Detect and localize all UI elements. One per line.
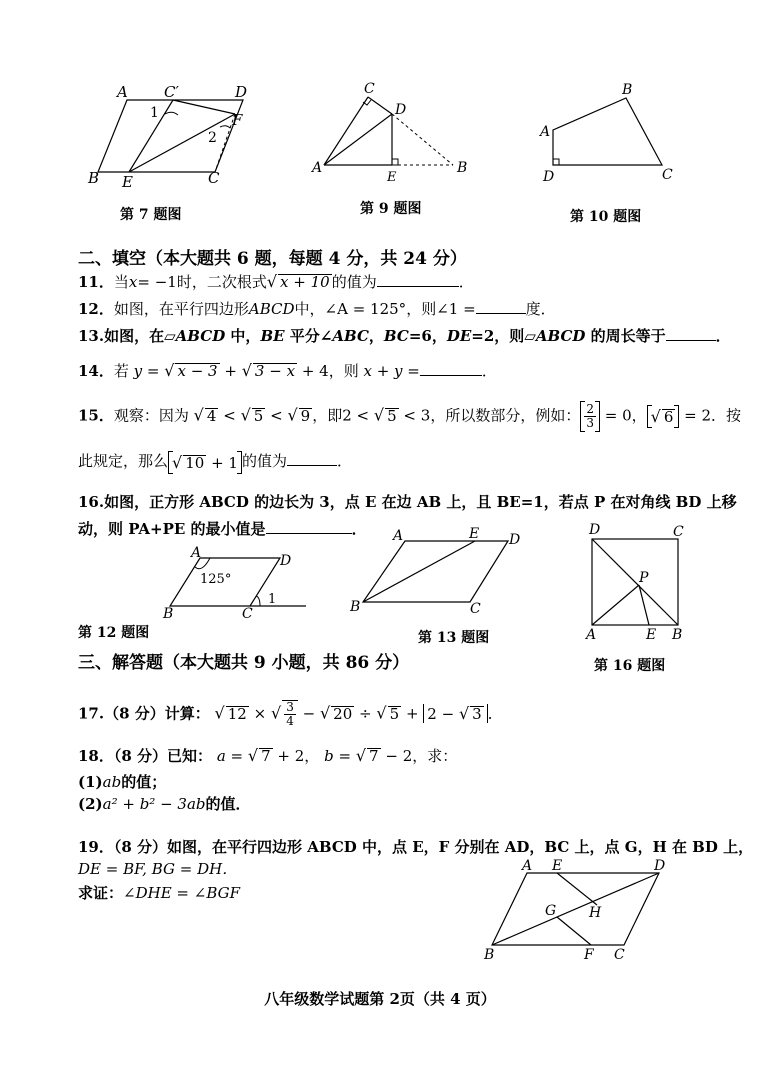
q12-text-2: 中， <box>294 300 325 318</box>
label-D: D <box>395 102 407 118</box>
figure-10-diagram <box>535 80 685 190</box>
label-C: C <box>208 169 220 187</box>
question-16-line-2 <box>78 518 367 539</box>
question-13 <box>78 325 731 346</box>
label-D: D <box>280 553 292 569</box>
caption-figure-10: 第 10 题图 <box>570 209 642 225</box>
q15-text-2: ，即 <box>312 406 343 425</box>
q14-sum: x + y = <box>363 362 420 380</box>
label-D: D <box>654 858 666 874</box>
q17-plus: + <box>405 704 419 723</box>
q14-tail: + 4，则 <box>301 362 359 380</box>
q12-abcd: ABCD <box>248 300 295 318</box>
q18-b: b = <box>324 747 352 765</box>
figure-12 <box>160 545 310 620</box>
label-A: A <box>540 124 551 140</box>
question-16-line-1: 16.如图，正方形 ABCD 的边长为 3，点 E 在边 AB 上，且 BE=1，若点 P 在对角线 BD 上移 <box>78 493 737 511</box>
label-H: H <box>589 905 602 921</box>
label-A: A <box>117 83 128 101</box>
q15-sqrt-6: 6 <box>663 408 674 426</box>
figure-13 <box>345 525 525 620</box>
q13-answer-blank <box>666 326 716 341</box>
figure-12-diagram <box>160 545 310 620</box>
label-D: D <box>509 532 521 548</box>
q18-part-1-expr: ab <box>102 773 122 791</box>
q17-absolute-value: 2 − √ 3 <box>423 704 487 723</box>
q18-part-2-number: (2) <box>78 795 103 813</box>
q16-line-2-text: 动，则 PA+PE 的最小值是 <box>78 520 266 538</box>
q17-abs-a: 2 − <box>427 704 455 723</box>
q13-text-4: ， <box>368 327 384 345</box>
q15-eq-2: = 2．按 <box>684 406 742 425</box>
q15-frac-num: 2 <box>586 402 594 416</box>
q18-part-1-tail: 的值； <box>121 773 167 791</box>
label-A: A <box>191 545 202 561</box>
q15-floor-fraction <box>580 401 600 432</box>
q15-sqrt-5b: 5 <box>387 406 397 425</box>
label-F: F <box>232 111 243 129</box>
question-18-part-1 <box>78 771 166 792</box>
q13-text-3: 平分 <box>284 327 320 345</box>
q18-head: 18．（8 分）已知： <box>78 747 213 765</box>
q18-b-tail: − 2，求： <box>385 747 458 765</box>
q15-floor-sqrt6: √ 6 <box>647 405 680 428</box>
figure-16 <box>580 518 690 643</box>
label-A: A <box>393 528 404 544</box>
page-footer: 八年级数学试题第 2页（共 4 页） <box>264 990 496 1008</box>
label-E: E <box>646 627 657 643</box>
caption-figure-9: 第 9 题图 <box>360 201 422 217</box>
q14-radicand-2: 3 − x <box>254 362 296 380</box>
q11-x: x <box>128 273 138 291</box>
q17-div: ÷ <box>359 704 372 723</box>
q15-end: ． <box>337 452 353 470</box>
q15-frac-den: 3 <box>586 416 594 430</box>
q15-text-1: 观察：因为 <box>113 406 189 425</box>
q17-frac-num: 3 <box>286 700 294 714</box>
q19-prove-label: 求证： <box>78 884 124 902</box>
q14-plus: + <box>224 362 237 380</box>
question-18-part-2 <box>78 793 251 814</box>
q15-number: 15． <box>78 406 114 425</box>
label-B: B <box>672 627 683 643</box>
caption-figure-7: 第 7 题图 <box>120 207 182 223</box>
q15-eq-0: = 0， <box>604 406 647 425</box>
label-P: P <box>639 570 649 586</box>
q18-part-2-expr: a² + b² − 3ab <box>102 795 206 813</box>
q15-floor-sqrt10: √ 10 + 1 <box>168 451 242 474</box>
q17-frac-den: 4 <box>286 714 294 728</box>
label-F: F <box>584 947 594 963</box>
label-E: E <box>552 858 563 874</box>
figure-16-diagram <box>580 518 690 643</box>
q13-bc: BC <box>383 327 409 345</box>
q16-end: ． <box>351 520 367 538</box>
label-C: C <box>470 601 481 617</box>
question-15-line-1: 15．观察：因为 √ 4 < √ 5 < √ 9 ，即2 < √ 5 < 3，所以数部分，例如： $\frac{2}{3}$ = 0， √ 6 = 2．按 <box>78 402 742 430</box>
q14-answer-blank <box>420 361 482 376</box>
q11-eq: = −1 <box>137 273 177 291</box>
q19-prove-statement: ∠DHE = ∠BGF <box>123 884 241 902</box>
label-C: C <box>614 947 625 963</box>
figure-7-diagram <box>80 80 260 190</box>
q13-parallelogram-symbol: ▱ <box>164 327 176 345</box>
q18-part-1-number: (1) <box>78 773 103 791</box>
label-A: A <box>586 627 597 643</box>
figure-10 <box>535 80 685 190</box>
label-A: A <box>312 160 323 176</box>
label-B: B <box>163 606 174 622</box>
q15-lt-2: < <box>270 406 283 425</box>
label-B: B <box>88 169 100 187</box>
q17-end: ． <box>487 704 503 723</box>
q16-answer-blank <box>266 519 352 534</box>
label-G: G <box>545 903 557 919</box>
q17-number: 17.（8 分）计算： <box>78 704 210 723</box>
figure-9-diagram <box>310 80 480 190</box>
q12-text-1: 如图，在平行四边形 <box>113 300 249 318</box>
label-C: C <box>662 167 673 183</box>
q13-text-5: =6， <box>408 327 447 345</box>
q15-answer-blank <box>287 451 337 466</box>
label-B: B <box>350 599 361 615</box>
question-18-head: 18．（8 分）已知： a = √ 7 + 2， b = √ 7 − 2，求： <box>78 746 458 765</box>
label-B: B <box>484 947 495 963</box>
q18-part-2-tail: 的值． <box>205 795 251 813</box>
q12-angle-1: ∠1 = <box>436 300 476 318</box>
q17-sqrt-3: 3 <box>472 704 482 723</box>
figure-7 <box>80 80 260 190</box>
q17-sqrt-20: 20 <box>333 704 353 723</box>
q17-sqrt-5: 5 <box>389 704 400 723</box>
q11-answer-blank <box>377 272 459 287</box>
q14-y: y = <box>133 362 160 380</box>
q11-text-3: 的值为 <box>331 273 377 291</box>
q12-answer-blank <box>476 299 526 314</box>
q15-ineq-b: < 3 <box>403 406 431 425</box>
q13-de: DE <box>446 327 472 345</box>
q13-text-7: 的周长等于 <box>585 327 666 345</box>
q17-minus: − <box>302 704 316 723</box>
label-D: D <box>589 522 601 538</box>
q13-text-1: 13.如图，在 <box>78 327 165 345</box>
q13-end: ． <box>715 327 731 345</box>
q11-end: ． <box>458 273 474 291</box>
q12-text-4: 度． <box>525 300 556 318</box>
label-D: D <box>235 83 248 101</box>
caption-figure-13: 第 13 题图 <box>418 630 490 646</box>
q14-end: ． <box>481 362 497 380</box>
q18-sqrt-7a: 7 <box>261 747 271 765</box>
q14-text-1: 若 <box>113 362 129 380</box>
q13-text-6: =2，则 <box>471 327 525 345</box>
q12-angle-a: ∠A = 125° <box>324 300 407 318</box>
q13-abcd-2: ABCD <box>535 327 586 345</box>
q15-line2-text-2: 的值为 <box>241 452 287 470</box>
caption-figure-16: 第 16 题图 <box>594 658 666 674</box>
q15-text-3: ，所以数部分，例如： <box>430 406 581 425</box>
label-angle-2: 2 <box>208 130 217 146</box>
q18-sqrt-7b: 7 <box>369 747 379 765</box>
q12-text-3: ，则 <box>406 300 437 318</box>
q15-sqrt-5: 5 <box>253 406 264 425</box>
question-19-line-2: DE = BF, BG = DH． <box>78 860 238 878</box>
label-C: C <box>673 524 684 540</box>
label-E: E <box>387 170 397 185</box>
q15-sqrt-9: 9 <box>300 406 311 425</box>
q18-a-tail: + 2， <box>277 747 320 765</box>
q18-a: a = <box>216 747 244 765</box>
label-angle-125: 125° <box>200 572 232 587</box>
q14-radicand-1: x − 3 <box>177 362 218 380</box>
section-3-heading: 三、解答题（本大题共 9 小题，共 86 分） <box>78 653 410 673</box>
figure-13-diagram <box>345 525 525 620</box>
question-17: 17.（8 分）计算： √ 12 × √ $\frac{3}{4}$ − √ 20 ÷ √ 5 + 2 − √ 3 ． <box>78 700 503 728</box>
q13-be: BE <box>260 327 285 345</box>
caption-figure-12: 第 12 题图 <box>78 625 150 641</box>
label-E: E <box>122 173 133 191</box>
q15-sqrt-10: 10 <box>185 453 205 472</box>
question-19-line-3 <box>78 882 240 903</box>
q13-abcd: ABCD <box>175 327 226 345</box>
q15-plus-1: + 1 <box>211 453 238 472</box>
label-D: D <box>543 169 555 185</box>
figure-19 <box>478 855 678 963</box>
q17-times: × <box>253 704 267 723</box>
label-C: C <box>242 606 253 622</box>
q11-text-1: 当 <box>113 273 129 291</box>
label-B: B <box>457 160 468 176</box>
figure-19-diagram <box>478 855 678 963</box>
q14-number: 14． <box>78 362 114 380</box>
q15-sqrt-4: 4 <box>206 406 217 425</box>
q15-ineq-a: 2 < <box>342 406 370 425</box>
q15-lt-1: < <box>223 406 236 425</box>
q13-parallelogram-symbol-2: ▱ <box>524 327 536 345</box>
section-2-heading: 二、填空（本大题共 6 题，每题 4 分，共 24 分） <box>78 249 467 269</box>
q11-text-2: 时，二次根式 <box>176 273 267 291</box>
label-C-prime: C′ <box>164 83 179 101</box>
question-14: 14．若 y = √ x − 3 + √ 3 − x + 4，则 x + y = ． <box>78 361 497 380</box>
question-11: 11．当x= −1时，二次根式√ x + 10 的值为 ． <box>78 272 474 291</box>
label-angle-1: 1 <box>268 592 277 607</box>
q11-number: 11． <box>78 273 114 291</box>
question-15-line-2 <box>78 450 352 474</box>
q12-number: 12． <box>78 300 114 318</box>
label-angle-1: 1 <box>150 105 159 121</box>
q15-line2-text-1: 此规定，那么 <box>78 452 169 470</box>
question-19-line-1: 19．（8 分）如图，在平行四边形 ABCD 中，点 E，F 分别在 AD，BC 上，点 G，H 在 BD 上， <box>78 838 754 856</box>
label-C: C <box>364 81 375 97</box>
q17-sqrt-12: 12 <box>227 704 247 723</box>
question-12 <box>78 298 556 319</box>
q11-radicand: x + 10 <box>280 273 330 291</box>
q13-angle: ∠ABC <box>319 327 369 345</box>
figure-9 <box>310 80 480 190</box>
q13-text-2: 中， <box>225 327 261 345</box>
label-B: B <box>622 82 633 98</box>
label-E: E <box>469 526 480 542</box>
label-A: A <box>522 858 533 874</box>
